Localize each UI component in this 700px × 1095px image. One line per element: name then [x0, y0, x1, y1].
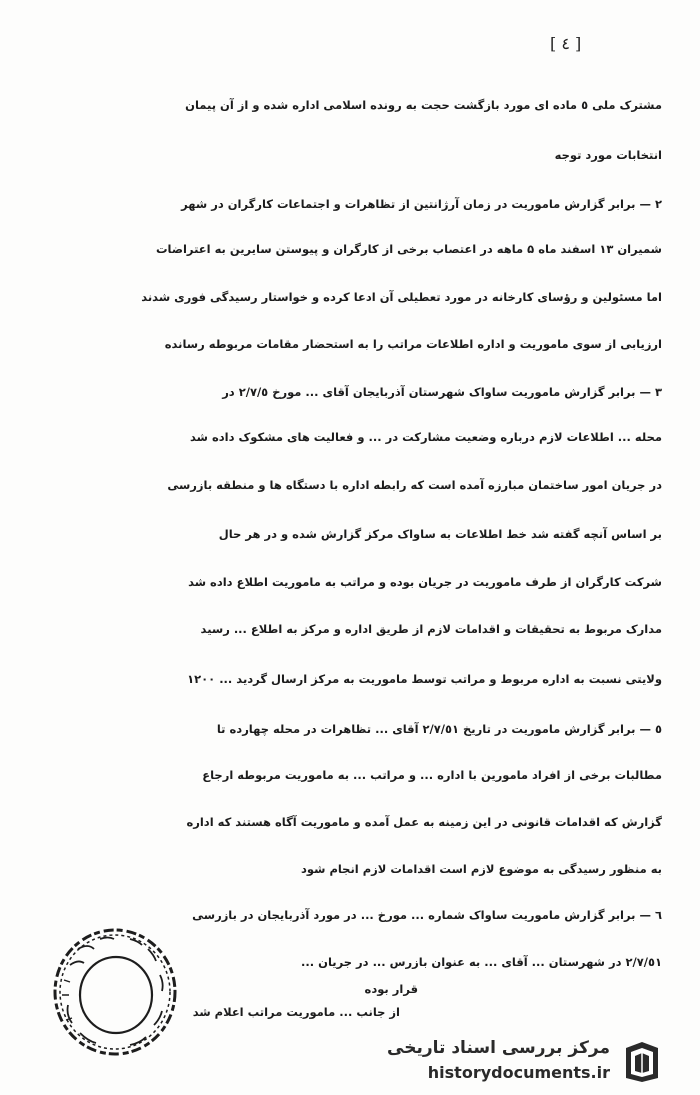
- text-line: ٥ — برابر گزارش ماموریت در تاریخ ٢/٧/٥١ آقای ... تظاهرات در محله چهارده تا: [216, 722, 662, 736]
- text-line: مشترک ملی ٥ ماده ای مورد بازگشت حجت به رونده اسلامی اداره شده و از آن پیمان: [185, 98, 662, 112]
- text-line: گزارش که اقدامات قانونی در این زمینه به عمل آمده و ماموریت آگاه هستند که اداره: [186, 815, 662, 829]
- text-line: ارزیابی از سوی ماموریت و اداره اطلاعات مراتب را به استحضار مقامات مربوطه رسانده: [164, 337, 662, 351]
- text-line: مطالبات برخی از افراد مامورین با اداره ... و مراتب ... به ماموریت مربوطه ارجاع: [202, 768, 662, 782]
- book-logo-icon: [622, 1040, 662, 1084]
- text-line: شرکت کارگران از طرف ماموریت در جریان بوده و مراتب به ماموریت اطلاع داده شد: [188, 575, 662, 589]
- text-line: ٢ — برابر گزارش ماموریت در زمان آرژانتین از تظاهرات و اجتماعات کارگران در شهر: [181, 197, 662, 211]
- watermark: [332, 1038, 662, 1088]
- text-line: مدارک مربوط به تحقیقات و اقدامات لازم از طریق اداره و مرکز به اطلاع ... رسید: [200, 622, 662, 636]
- text-line: ولایتی نسبت به اداره مربوط و مراتب توسط ماموریت به مرکز ارسال گردید ... ١٢۰۰: [187, 672, 662, 686]
- text-line: در جریان امور ساختمان مبارزه آمده است که رابطه اداره با دستگاه ها و منطقه بازرسی: [167, 478, 662, 492]
- text-line: قرار بوده: [364, 982, 418, 996]
- text-line: ٢/٧/٥١ در شهرستان ... آقای ... به عنوان بازرس ... در جریان ...: [301, 955, 662, 969]
- text-line: شمیران ١٣ اسفند ماه ۵ ماهه در اعتصاب برخی از کارگران و پیوستن سایرین به اعتراضات: [155, 242, 662, 256]
- text-line: اما مسئولین و رؤسای کارخانه در مورد تعطیلی آن ادعا کرده و خواستار رسیدگی فوری شدند: [141, 290, 662, 304]
- text-line: محله ... اطلاعات لازم درباره وضعیت مشارکت در ... و فعالیت های مشکوک داده شد: [189, 430, 662, 444]
- watermark-title: مرکز بررسی اسناد تاریخی: [387, 1038, 610, 1058]
- text-line: ٣ — برابر گزارش ماموریت ساواک شهرستان آذربایجان آقای ... مورخ ٢/٧/٥ در: [222, 385, 662, 399]
- text-line: انتخابات مورد توجه: [554, 148, 662, 162]
- page-number: [ ٤ ]: [550, 34, 582, 53]
- text-line: از جانب ... ماموریت مراتب اعلام شد: [192, 1005, 400, 1019]
- text-line: ٦ — برابر گزارش ماموریت ساواک شماره ... مورخ ... در مورد آذربایجان در بازرسی: [192, 908, 662, 922]
- official-seal-stamp: [50, 925, 180, 1060]
- text-line: بر اساس آنچه گفته شد خط اطلاعات به ساواک مرکز گزارش شده و در هر حال: [218, 527, 662, 541]
- text-line: به منظور رسیدگی به موضوع لازم است اقدامات لازم انجام شود: [301, 862, 662, 876]
- watermark-url: historydocuments.ir: [427, 1063, 610, 1082]
